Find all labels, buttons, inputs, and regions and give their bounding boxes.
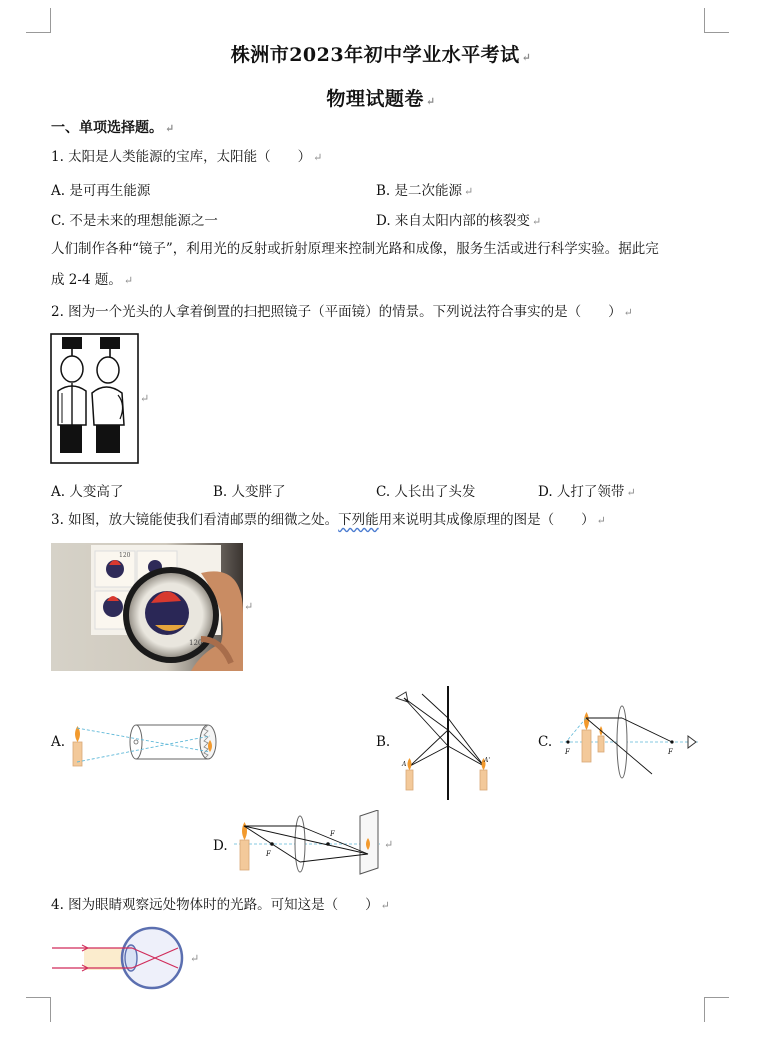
q2-option-d[interactable] — [538, 480, 636, 500]
crop-mark-top-left — [26, 8, 51, 33]
intro-line-1-text: 人们制作各种“镜子”，利用光的反射或折射原理来控制光路和成像，服务生活或进行科学实验。据此完 — [51, 241, 659, 257]
q1-option-d[interactable] — [376, 209, 541, 229]
crop-mark-top-right — [704, 8, 729, 33]
paragraph-mark: ↵ — [425, 95, 436, 108]
q2-option-c[interactable] — [376, 480, 475, 500]
stamp-value-2: 120 — [189, 639, 203, 647]
paragraph-mark: ↵ — [380, 899, 390, 912]
q3-option-d[interactable] — [213, 838, 228, 854]
paragraph-mark: ↵ — [626, 486, 636, 499]
diagram-c-focal-left: F — [565, 748, 570, 756]
intro-line-2-text: 成 2-4 题。 — [51, 272, 122, 288]
q3-diagram-b-mirror — [392, 684, 502, 802]
q4-stem — [51, 896, 390, 915]
diagram-d-focal-bottom: F — [266, 850, 271, 858]
q3-stem-text-1: 3. 如图，放大镜能使我们看清邮票的细微之处。 — [51, 512, 339, 528]
paragraph-mark: ↵ — [464, 185, 474, 198]
paragraph-mark: ↵ — [123, 274, 134, 287]
q1-option-c[interactable] — [51, 209, 218, 229]
q2-option-a[interactable] — [51, 480, 123, 500]
diagram-c-focal-right: F — [668, 748, 673, 756]
intro-line-2 — [51, 271, 133, 290]
q3-option-a-text: A. — [51, 734, 66, 750]
q1-option-a[interactable] — [51, 179, 150, 199]
q1-stem-text: 1. 太阳是人类能源的宝库，太阳能（ ） — [51, 149, 312, 165]
q2-option-d-text: D. 人打了领带 — [538, 484, 625, 500]
q4-eye-figure — [52, 924, 192, 990]
paragraph-mark: ↵ — [140, 392, 150, 405]
q3-option-c-text: C. — [538, 734, 553, 750]
paragraph-mark: ↵ — [596, 514, 606, 527]
q4-stem-text: 4. 图为眼睛观察远处物体时的光路。可知这是（ ） — [51, 897, 379, 913]
q2-option-a-text: A. 人变高了 — [51, 484, 124, 500]
diagram-d-focal-top: F — [330, 830, 335, 838]
crop-mark-bottom-left — [26, 997, 51, 1022]
paragraph-mark: ↵ — [244, 600, 254, 613]
page-subtitle-text: 物理试题卷 — [326, 88, 424, 110]
diagram-b-label-a: A — [402, 761, 407, 768]
paragraph-mark: ↵ — [384, 838, 394, 851]
q1-option-b[interactable] — [376, 179, 473, 199]
intro-line-1 — [51, 240, 659, 258]
paragraph-mark: ↵ — [521, 51, 532, 64]
q2-mirror-figure — [50, 333, 140, 465]
q1-option-c-text: C. 不是未来的理想能源之一 — [51, 213, 218, 229]
section-heading-text: 一、单项选择题。 — [51, 120, 163, 136]
q3-option-a[interactable] — [51, 734, 65, 750]
q3-option-b-text: B. — [376, 734, 391, 750]
q1-option-d-text: D. 来自太阳内部的核裂变 — [376, 213, 530, 229]
q2-option-b[interactable] — [213, 480, 286, 500]
q2-stem — [51, 303, 633, 322]
q1-option-a-text: A. 是可再生能源 — [51, 183, 151, 199]
page-title — [0, 40, 762, 67]
q3-stem-text-2: 用来说明其成像原理的图是（ ） — [378, 512, 595, 528]
q3-option-c[interactable] — [538, 734, 552, 750]
paragraph-mark: ↵ — [165, 122, 175, 135]
stamp-value-1: 120 — [119, 552, 131, 559]
q1-option-b-text: B. 是二次能源 — [376, 183, 463, 199]
paragraph-mark: ↵ — [190, 952, 200, 965]
q2-stem-text: 2. 图为一个光头的人拿着倒置的扫把照镜子（平面镜）的情景。下列说法符合事实的是（ ） — [51, 304, 622, 320]
q3-option-b[interactable] — [376, 734, 390, 750]
q3-diagram-d-projector — [232, 810, 384, 876]
crop-mark-bottom-right — [704, 997, 729, 1022]
paragraph-mark: ↵ — [313, 151, 323, 164]
q3-diagram-c-magnifier — [556, 700, 702, 780]
q3-stem-text-wavy: 下列能 — [338, 512, 379, 528]
paragraph-mark: ↵ — [531, 215, 542, 228]
q3-stem — [51, 511, 606, 530]
section-heading — [51, 119, 174, 138]
diagram-b-label-a-prime: A' — [484, 757, 490, 764]
q3-option-d-text: D. — [213, 838, 228, 854]
page-subtitle — [0, 84, 762, 111]
page-title-text: 株洲市2023年初中学业水平考试 — [230, 44, 520, 66]
q2-option-c-text: C. 人长出了头发 — [376, 484, 476, 500]
q3-diagram-a-pinhole — [66, 712, 224, 772]
paragraph-mark: ↵ — [623, 306, 633, 319]
q2-option-b-text: B. 人变胖了 — [213, 484, 286, 500]
q1-stem — [51, 148, 322, 167]
q3-magnifier-photo — [51, 543, 243, 671]
